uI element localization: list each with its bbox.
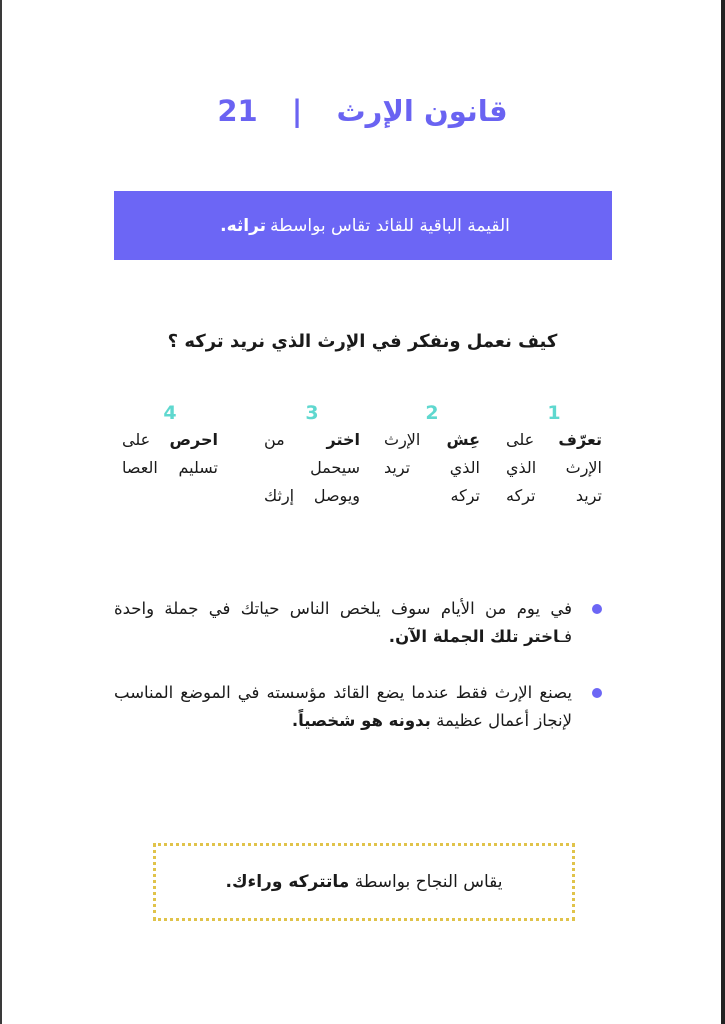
step-4	[122, 400, 218, 482]
list-item	[114, 595, 608, 651]
banner-text: القيمة الباقية للقائد تقاس بواسطة	[270, 215, 510, 236]
quote-text: يقاس النجاح بواسطة	[354, 872, 503, 892]
step-number: 3	[305, 402, 319, 424]
step-description: على تسليم العصا	[122, 430, 218, 477]
step-3	[264, 400, 360, 510]
step-1	[506, 400, 602, 510]
summary-banner	[114, 191, 612, 260]
step-number: 4	[163, 402, 177, 424]
quote-bold-text: ماتتركه وراءك.	[225, 872, 350, 892]
page-edge-right	[721, 0, 725, 1024]
step-description: الإرث الذي تريد تركه	[384, 430, 480, 505]
chapter-title: قانون الإرث	[336, 94, 508, 128]
step-text	[264, 426, 360, 510]
step-text	[506, 426, 602, 510]
step-description: على الإرث الذي تريد تركه	[506, 430, 602, 505]
section-question: كيف نعمل ونفكر في الإرث الذي نريد تركه ؟	[167, 331, 558, 352]
bullet-bold-text: بدونه هو شخصياً.	[291, 711, 431, 730]
step-keyword: عِش	[446, 430, 480, 449]
bullet-dot-icon	[592, 604, 602, 614]
step-text	[122, 426, 218, 482]
quote-box	[153, 843, 575, 921]
chapter-number: 21	[217, 94, 258, 128]
bullet-dot-icon	[592, 688, 602, 698]
step-keyword: تعرّف	[558, 430, 602, 449]
bullet-text: يصنع الإرث فقط عندما يضع القائد مؤسسته في الموضع المناسب لإنجاز أعمال عظيمة	[114, 683, 572, 730]
bullet-bold-text: اختر تلك الجملة الآن.	[388, 627, 560, 646]
step-2	[384, 400, 480, 510]
step-number: 2	[425, 402, 439, 424]
step-keyword: اختر	[326, 430, 360, 449]
page-title	[0, 92, 725, 128]
page-edge-left	[0, 0, 2, 1024]
step-description: من سيحمل ويوصل إرثك	[264, 430, 360, 505]
step-number: 1	[547, 402, 561, 424]
step-text	[384, 426, 480, 510]
list-item	[114, 679, 608, 735]
bullet-list	[114, 595, 608, 763]
steps-row	[110, 400, 610, 520]
step-keyword: احرص	[169, 430, 218, 449]
title-separator: |	[291, 94, 303, 128]
bullet-text: في يوم من الأيام سوف يلخص الناس حياتك في جملة واحدة فـ	[114, 599, 572, 646]
banner-bold-text: تراثه.	[220, 215, 267, 236]
